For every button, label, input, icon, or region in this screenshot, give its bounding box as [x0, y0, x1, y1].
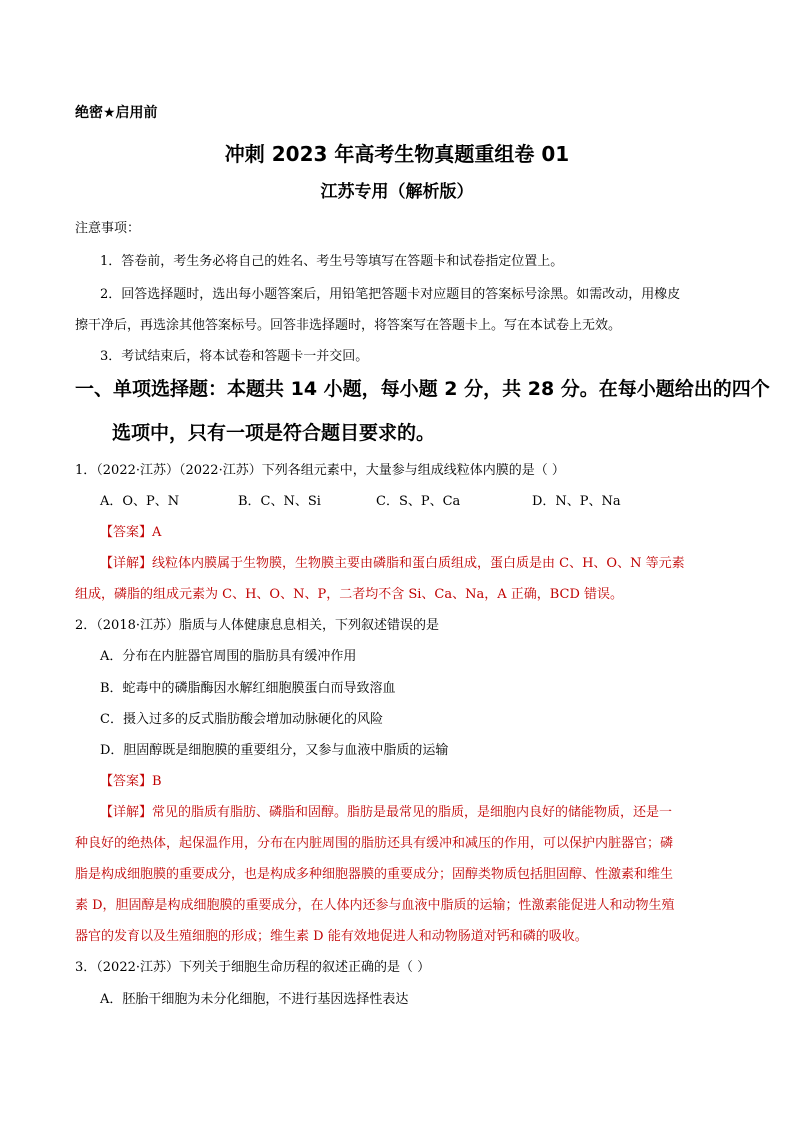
question-3-option-a: A．胚胎干细胞为未分化细胞，不进行基因选择性表达 [100, 992, 409, 1007]
confidential-mark: 绝密★启用前 [75, 105, 158, 121]
question-2-option-b: B．蛇毒中的磷脂酶因水解红细胞膜蛋白而导致溶血 [100, 681, 396, 696]
detail-tag: 【详解】 [100, 556, 153, 571]
question-1-detail-line-2: 组成，磷脂的组成元素为 C、H、O、N、P，二者均不含 Si、Ca、Na，A 正确，BCD 错误。 [75, 587, 624, 602]
notice-item-2-line-2: 擦干净后，再选涂其他答案标号。回答非选择题时，将答案写在答题卡上。写在本试卷上无效。 [75, 318, 622, 333]
question-1-options [100, 490, 660, 509]
answer-tag: 【答案】 [100, 525, 153, 540]
question-1-stem: 1．（2022·江苏）（2022·江苏）下列各组元素中，大量参与组成线粒体内膜的是（ ） [75, 463, 565, 478]
section-heading-line-1: 一、单项选择题：本题共 14 小题，每小题 2 分，共 28 分。在每小题给出的四个 [75, 378, 770, 400]
answer-tag: 【答案】 [100, 774, 153, 789]
question-1-option-b: B．C、N、Si [238, 494, 321, 509]
section-heading-line-2: 选项中，只有一项是符合题目要求的。 [112, 422, 436, 444]
question-2-detail-line-2: 种良好的绝热体，起保温作用，分布在内脏周围的脂肪还具有缓冲和减压的作用，可以保护内脏器官；磷 [75, 836, 674, 851]
question-2-detail-line-3: 脂是构成细胞膜的重要成分，也是构成多种细胞器膜的重要成分；固醇类物质包括胆固醇、性激素和维生 [75, 867, 674, 882]
question-2-detail-line-1 [100, 801, 672, 820]
answer-value: B [152, 774, 162, 789]
notice-item-3: 3．考试结束后，将本试卷和答题卡一并交回。 [100, 349, 369, 364]
question-2-detail-line-5: 器官的发育以及生殖细胞的形成；维生素 D 能有效地促进人和动物肠道对钙和磷的吸收。 [75, 929, 588, 944]
question-1-answer [100, 521, 161, 540]
question-2-option-c: C．摄入过多的反式脂肪酸会增加动脉硬化的风险 [100, 712, 383, 727]
question-2-option-d: D．胆固醇既是细胞膜的重要组分，又参与血液中脂质的运输 [100, 743, 449, 758]
question-2-option-a: A．分布在内脏器官周围的脂肪具有缓冲作用 [100, 649, 357, 664]
question-2-stem: 2．（2018·江苏）脂质与人体健康息息相关，下列叙述错误的是 [75, 618, 439, 633]
detail-tag: 【详解】 [100, 805, 153, 820]
notice-item-1: 1．答卷前，考生务必将自己的姓名、考生号等填写在答题卡和试卷指定位置上。 [100, 254, 564, 269]
notice-item-2-line-1: 2．回答选择题时，选出每小题答案后，用铅笔把答题卡对应题目的答案标号涂黑。如需改动，用橡皮 [100, 287, 681, 302]
detail-text: 线粒体内膜属于生物膜，生物膜主要由磷脂和蛋白质组成，蛋白质是由 C、H、O、N 等元素 [152, 556, 685, 571]
question-1-detail-line-1 [100, 552, 685, 571]
page-subtitle: 江苏专用（解析版） [320, 182, 474, 202]
detail-text: 常见的脂质有脂肪、磷脂和固醇。脂肪是最常见的脂质，是细胞内良好的储能物质，还是一 [152, 805, 673, 820]
question-2-answer [100, 770, 162, 789]
answer-value: A [152, 525, 162, 540]
notice-heading: 注意事项： [75, 221, 141, 236]
question-1-option-d: D．N、P、Na [532, 494, 621, 509]
question-1-option-c: C．S、P、Ca [376, 494, 461, 509]
question-3-stem: 3．（2022·江苏）下列关于细胞生命历程的叙述正确的是（ ） [75, 960, 431, 975]
question-1-option-a: A．O、P、N [100, 494, 180, 509]
question-2-detail-line-4: 素 D，胆固醇是构成细胞膜的重要成分，在人体内还参与血液中脂质的运输；性激素能促进人和动物生殖 [75, 898, 675, 913]
page-title: 冲刺 2023 年高考生物真题重组卷 01 [224, 142, 570, 166]
